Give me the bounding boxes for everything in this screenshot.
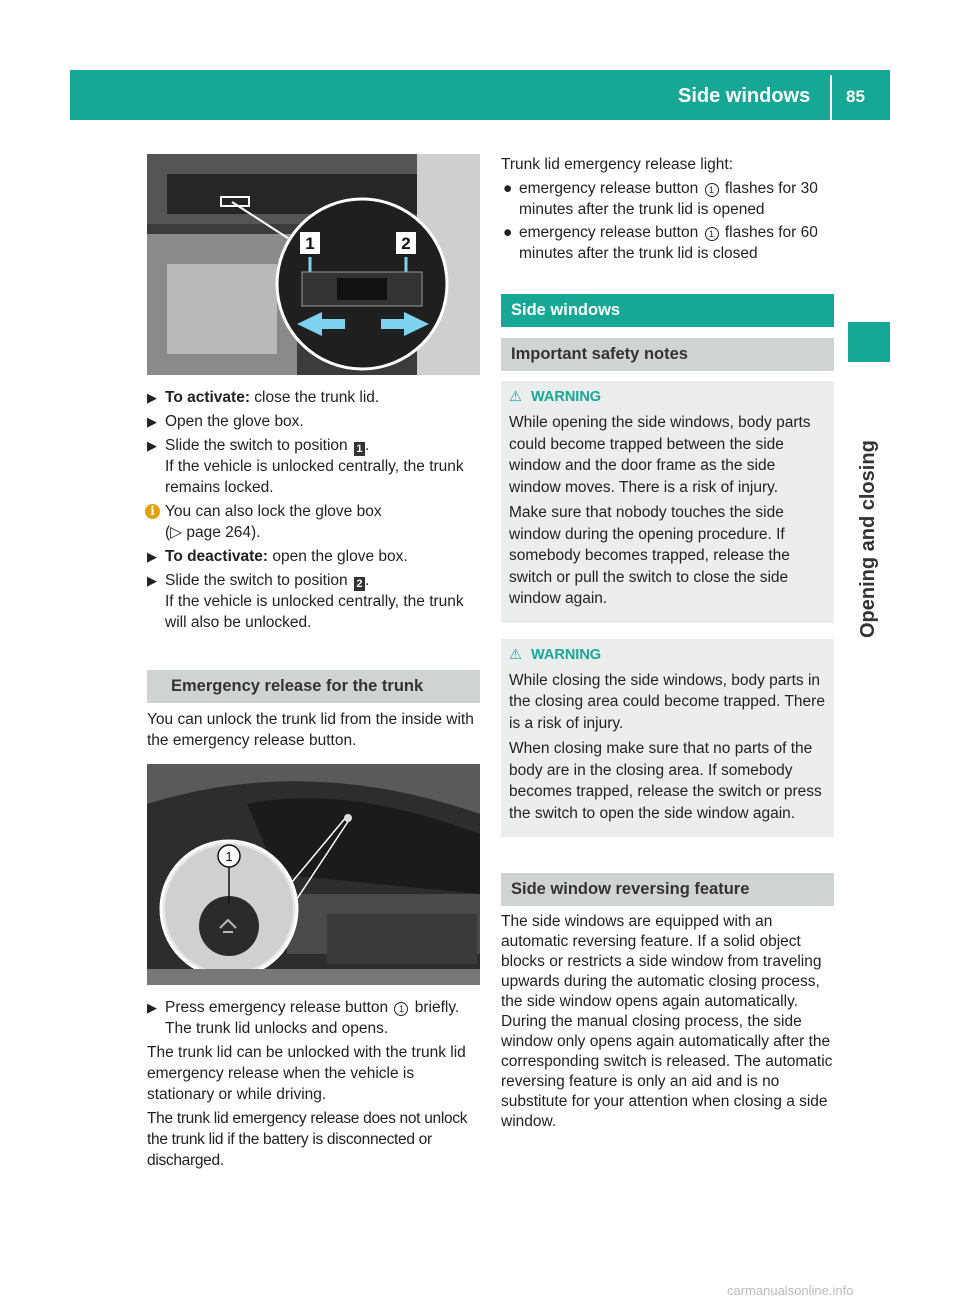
page-number: 85 (846, 87, 865, 106)
step-text: Slide the switch to position (165, 572, 352, 589)
reversing-paragraph: The side windows are equipped with an automatic reversing feature. If a solid object blocks or restricts a side window from traveling upwards during the automatic closing process, the side window opens again automatically. During the manual closing process, the side window only opens again automatically after the corresponding switch is released. The automatic reversing feature is only an aid and is no substitute for your attention when closing a side window. (501, 913, 833, 1130)
trunk-illustration (147, 764, 480, 985)
section-reversing-feature: Side window reversing feature (501, 873, 834, 906)
warning-label: WARNING (531, 389, 602, 405)
emergency-intro: You can unlock the trunk lid from the inside with the emergency release button. (147, 711, 474, 749)
step-press-release (147, 997, 480, 1039)
bullet-text: emergency release button (519, 224, 703, 241)
info-page-link[interactable]: (▷ page 264). (165, 524, 261, 541)
info-note (147, 501, 480, 543)
section-emergency-release: Emergency release for the trunk (147, 670, 480, 703)
footer-watermark: carmanualsonline.info (727, 1283, 854, 1298)
position-key-1: 1 (354, 442, 365, 456)
bullet-item (501, 178, 834, 220)
warning-paragraph: While closing the side windows, body parts in the closing area could become trapped. There is a risk of injury. (509, 671, 825, 732)
trunk-figure-label: 1 (225, 849, 233, 864)
warning-paragraph: When closing make sure that no parts of the body are in the closing area. If somebody becomes trapped, release the switch or press the switch to open the side window again. (509, 740, 822, 822)
side-tab-label: Opening and closing (857, 440, 879, 638)
right-column (501, 154, 834, 1135)
step-text: open the glove box. (268, 548, 408, 565)
step-text: close the trunk lid. (250, 389, 380, 406)
step-result: If the vehicle is unlocked centrally, the trunk will also be unlocked. (165, 593, 464, 631)
step-arrow-icon: ▶ (147, 549, 157, 564)
warning-paragraph: While opening the side windows, body parts could become trapped between the side window and the door frame as the side window moves. There is a risk of injury. (509, 414, 811, 496)
warning-label: WARNING (531, 646, 602, 663)
bullet-text-after: flashes for 30 minutes after the trunk lid is opened (519, 180, 818, 218)
glove-box-figure (147, 154, 480, 375)
step-bold: To deactivate: (165, 548, 269, 565)
release-button-ref: 1 (705, 183, 719, 197)
step-text: Press emergency release button (165, 999, 393, 1016)
step-slide-position-2 (147, 570, 480, 633)
release-button-ref: 1 (705, 227, 719, 241)
bullet-text: emergency release button (519, 180, 703, 197)
step-result: The trunk lid unlocks and opens. (165, 1020, 389, 1037)
left-column (147, 154, 480, 1174)
bullet-item (501, 222, 834, 264)
step-arrow-icon: ▶ (147, 1000, 157, 1015)
step-slide-position-1 (147, 435, 480, 498)
step-result: If the vehicle is unlocked centrally, the trunk remains locked. (165, 458, 464, 496)
warning-triangle-icon: ⚠ (509, 389, 522, 405)
step-text: Slide the switch to position (165, 437, 352, 454)
warning-triangle-icon: ⚠ (509, 646, 522, 663)
step-deactivate (147, 546, 480, 567)
info-icon: i (145, 504, 160, 519)
header-separator (830, 75, 832, 120)
step-arrow-icon: ▶ (147, 573, 157, 588)
bullet-dot: ● (503, 180, 513, 197)
section-safety-notes: Important safety notes (501, 338, 834, 371)
page-title: Side windows (678, 85, 811, 107)
step-after: . (364, 572, 370, 589)
warning-title (509, 387, 826, 408)
step-open-glove-box (147, 411, 480, 432)
info-line-1: You can also lock the glove box (165, 503, 382, 520)
release-button-ref: 1 (394, 1002, 408, 1016)
step-arrow-icon: ▶ (147, 414, 157, 429)
step-after: briefly. (410, 999, 460, 1016)
warning-closing (501, 639, 834, 838)
position-key-2: 2 (354, 577, 365, 591)
bullet-dot: ● (503, 224, 513, 241)
step-text: Open the glove box. (165, 413, 304, 430)
light-title: Trunk lid emergency release light: (501, 156, 734, 173)
step-activate (147, 387, 480, 408)
glove-box-illustration (147, 154, 480, 375)
step-bold: To activate: (165, 389, 250, 406)
step-arrow-icon: ▶ (147, 438, 157, 453)
step-after: . (364, 437, 370, 454)
section-side-windows: Side windows (501, 294, 834, 327)
figure-label-1: 1 (305, 234, 315, 253)
warning-title (509, 645, 826, 666)
warning-paragraph: Make sure that nobody touches the side window during the opening procedure. If somebody becomes trapped, release the switch or pull the switch to close the side window again. (509, 504, 790, 607)
trunk-figure (147, 764, 480, 985)
step-arrow-icon: ▶ (147, 390, 157, 405)
side-tab-marker (848, 322, 890, 362)
paragraph-stationary: The trunk lid can be unlocked with the trunk lid emergency release when the vehicle is stationary or while driving. (147, 1044, 466, 1103)
figure-label-2: 2 (401, 234, 411, 253)
warning-opening (501, 381, 834, 623)
bullet-text-after: flashes for 60 minutes after the trunk lid is closed (519, 224, 818, 262)
paragraph-battery: The trunk lid emergency release does not unlock the trunk lid if the battery is disconnected or discharged. (147, 1110, 468, 1169)
